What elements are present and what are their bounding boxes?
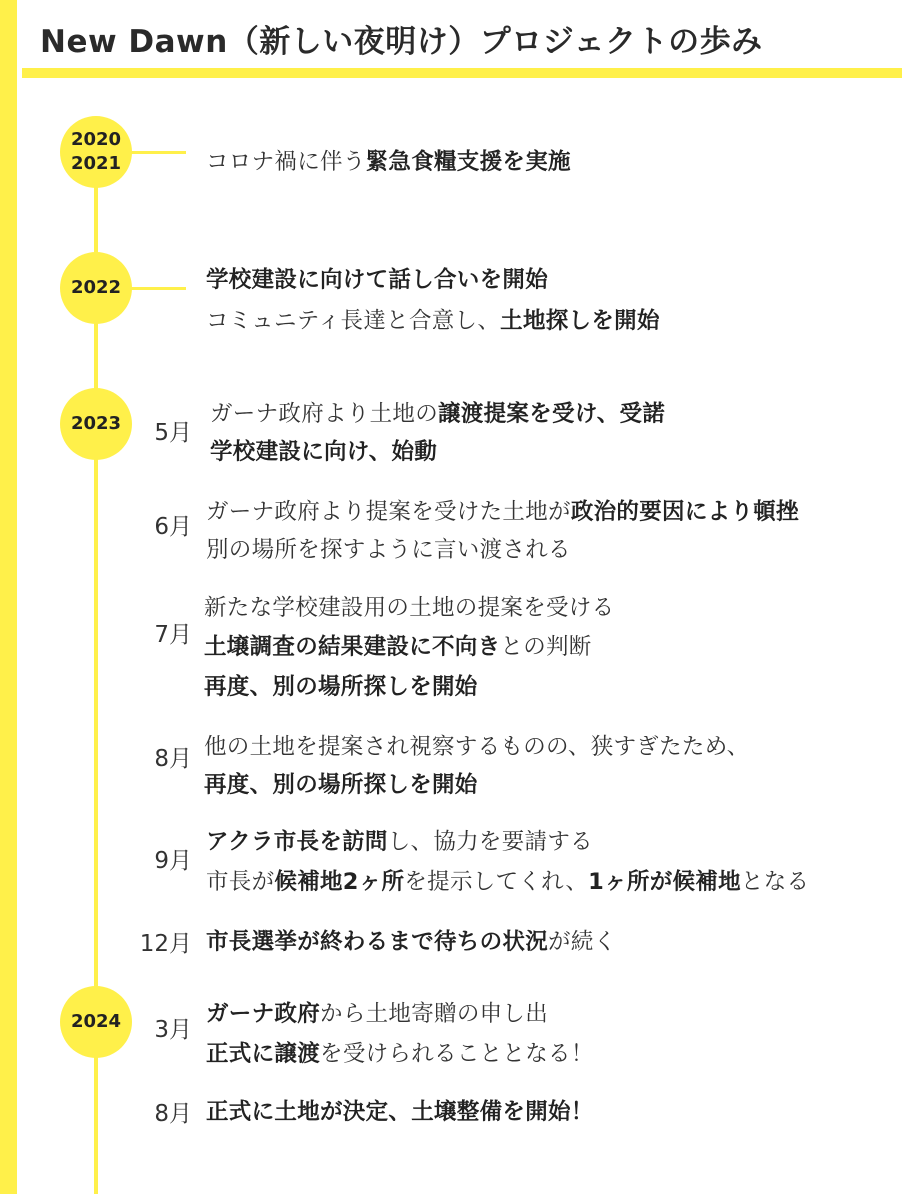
event-2023-9-line2: 市長が候補地2ヶ所を提示してくれ、1ヶ所が候補地となる — [206, 869, 810, 895]
event-2023-7-line1: 新たな学校建設用の土地の提案を受ける — [204, 595, 615, 621]
event-2024-8-line1: 正式に土地が決定、土壌整備を開始！ — [206, 1099, 594, 1125]
event-2023-6-line1: ガーナ政府より提案を受けた土地が政治的要因により頓挫 — [206, 499, 799, 525]
event-2024-3-line1: ガーナ政府から土地寄贈の申し出 — [206, 1001, 549, 1027]
event-2023-8-line1: 他の土地を提案され視察するものの、狭すぎたため、 — [204, 734, 750, 760]
page-title: New Dawn（新しい夜明け）プロジェクトの歩み — [40, 24, 763, 60]
connector-2020 — [130, 151, 186, 154]
event-2020-line1: コロナ禍に伴う緊急食糧支援を実施 — [206, 149, 571, 175]
month-2024-8: 8月 — [154, 1101, 192, 1127]
month-2023-6: 6月 — [154, 514, 192, 540]
event-2023-12-line1: 市長選挙が終わるまで待ちの状況が続く — [206, 929, 617, 955]
event-2023-8-line2: 再度、別の場所探しを開始 — [204, 772, 478, 798]
year-circle-2022: 2022 — [60, 252, 132, 324]
year-label-2021: 2021 — [70, 153, 122, 174]
event-2023-5-line1: ガーナ政府より土地の譲渡提案を受け、受諾 — [210, 401, 666, 427]
year-label-2020: 2020 — [70, 129, 122, 150]
event-2023-7-line2: 土壌調査の結果建設に不向きとの判断 — [204, 634, 592, 660]
event-2022-line1: 学校建設に向けて話し合いを開始 — [206, 267, 549, 293]
connector-2022 — [130, 287, 186, 290]
month-2024-3: 3月 — [154, 1017, 192, 1043]
year-circle-2020-2021 — [60, 116, 132, 188]
event-2023-9-line1: アクラ市長を訪問し、協力を要請する — [206, 829, 593, 855]
event-2022-line2: コミュニティ長達と合意し、土地探しを開始 — [206, 308, 660, 334]
event-2023-7-line3: 再度、別の場所探しを開始 — [204, 674, 478, 700]
year-circle-2023: 2023 — [60, 388, 132, 460]
event-2024-3-line2: 正式に譲渡を受けられることとなる！ — [206, 1041, 594, 1067]
month-2023-8: 8月 — [154, 746, 192, 772]
event-2023-5-line2: 学校建設に向け、始動 — [210, 439, 438, 465]
year-circle-2024: 2024 — [60, 986, 132, 1058]
month-2023-5: 5月 — [154, 420, 192, 446]
title-underline — [22, 68, 902, 78]
month-2023-12: 12月 — [139, 931, 192, 957]
month-2023-9: 9月 — [154, 848, 192, 874]
month-2023-7: 7月 — [154, 622, 192, 648]
left-accent-bar — [0, 0, 17, 1194]
event-2023-6-line2: 別の場所を探すように言い渡される — [206, 537, 571, 563]
